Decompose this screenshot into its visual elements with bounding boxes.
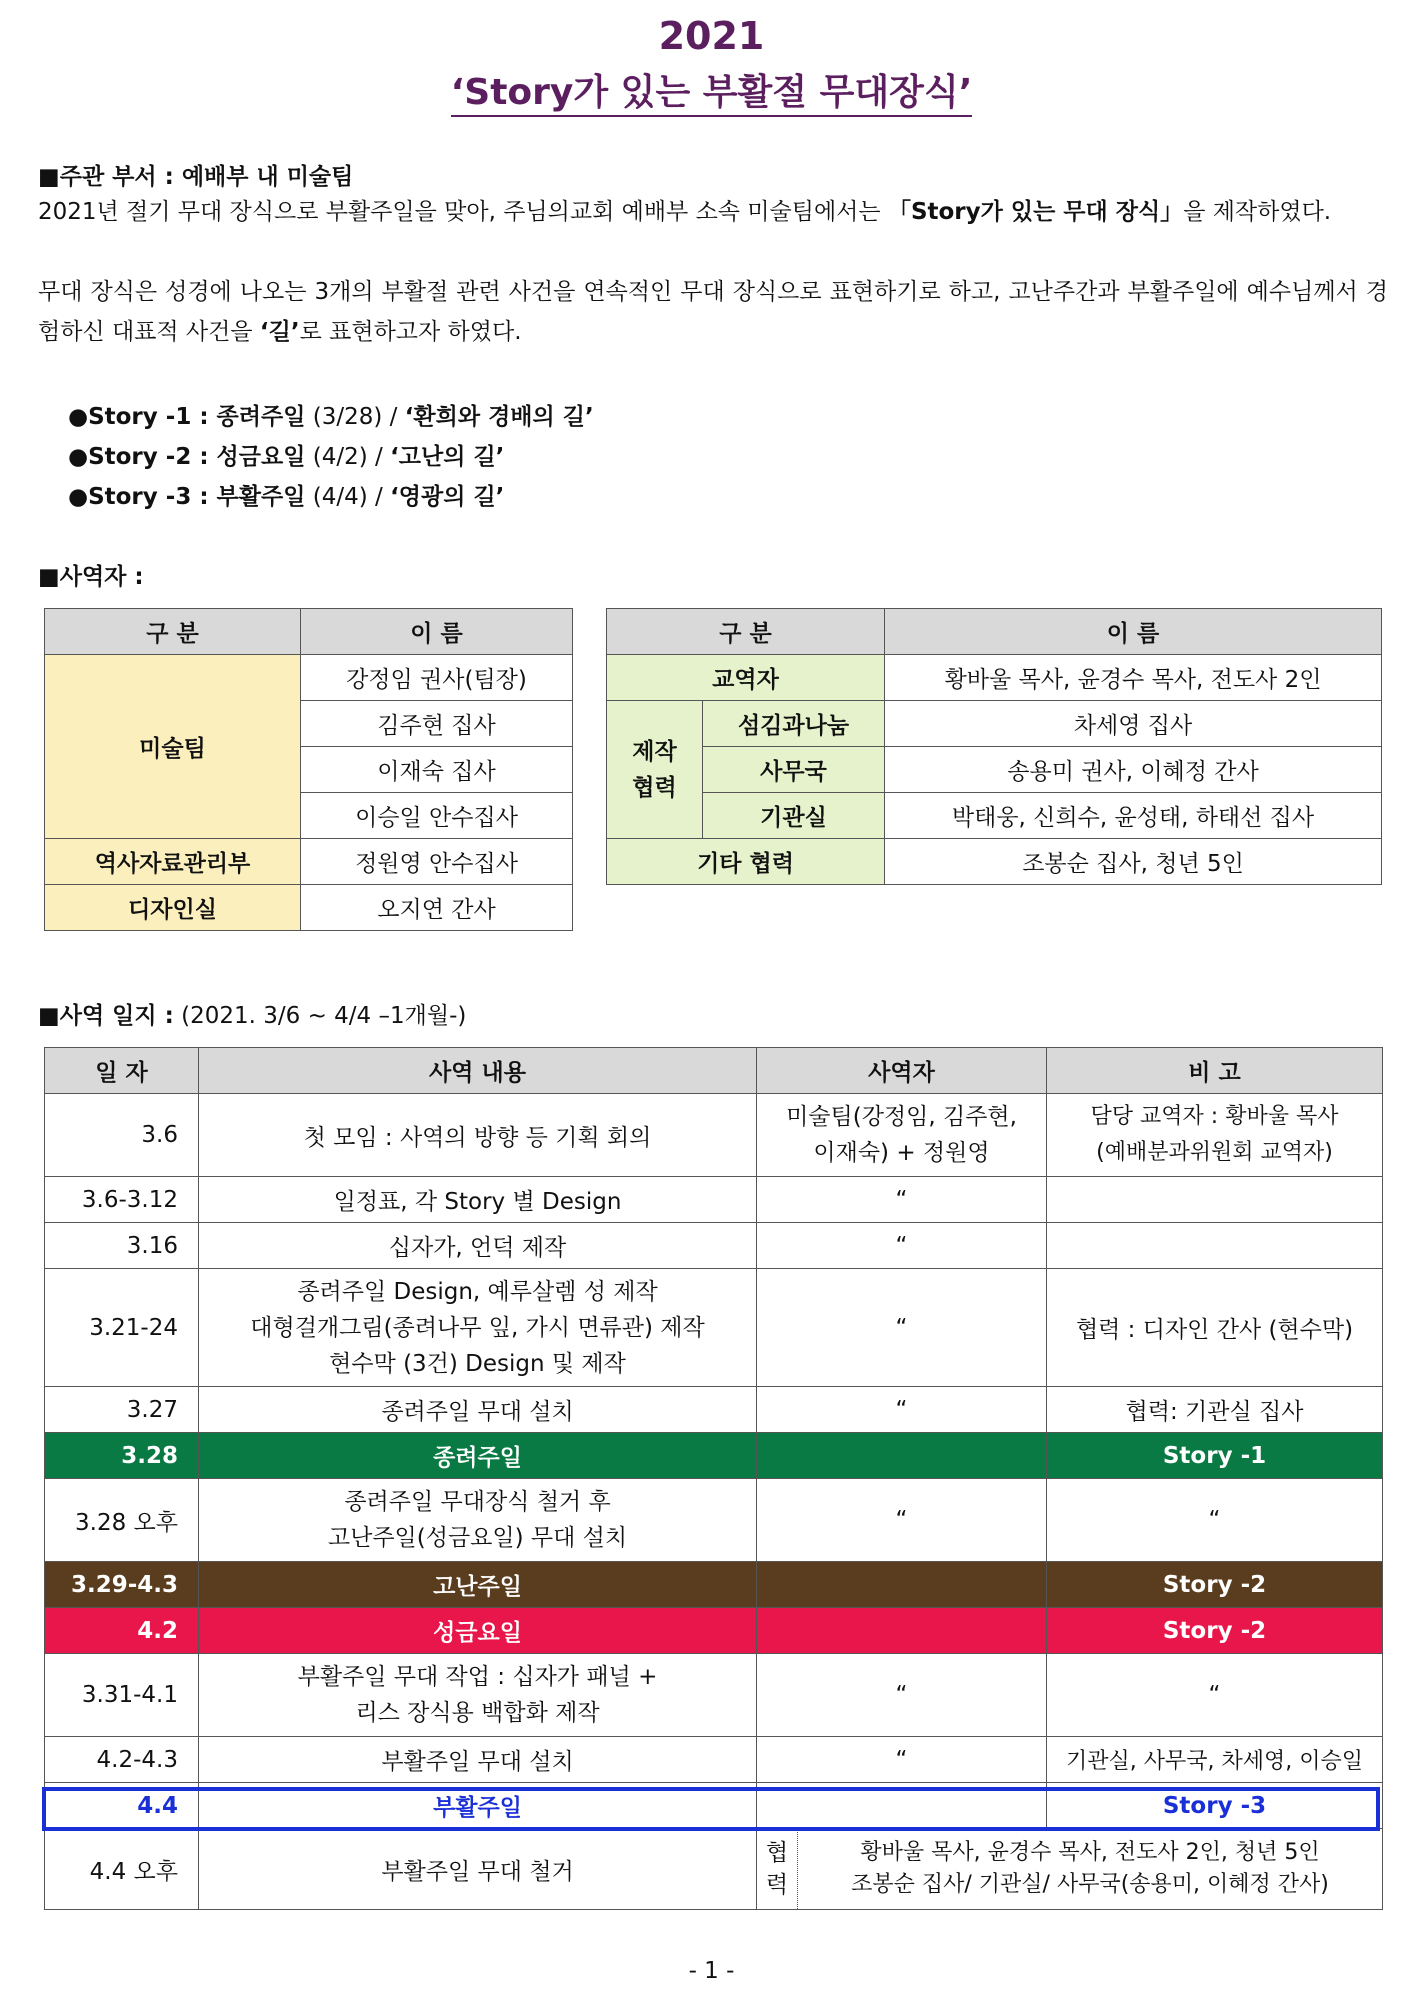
log-date: 3.28	[45, 1433, 199, 1479]
story-date: (4/2) /	[305, 444, 391, 470]
log-heading: ■사역 일지 :	[38, 1003, 174, 1029]
log-note: 협력: 기관실 집사	[1047, 1387, 1383, 1433]
header-note: 비 고	[1047, 1048, 1383, 1094]
log-note: Story -2	[1047, 1562, 1383, 1608]
document-year: 2021	[658, 14, 765, 58]
coop-line-2: 조봉순 집사/ 기관실/ 사무국(송용미, 이혜정 간사)	[851, 1872, 1329, 1897]
coop-dept: 섬김과나눔	[703, 701, 885, 747]
story-line-2	[68, 438, 504, 471]
log-date: 3.6-3.12	[45, 1177, 199, 1223]
coop-dept: 기관실	[703, 793, 885, 839]
story-line-1	[68, 398, 594, 431]
log-note: 기관실, 사무국, 차세영, 이승일	[1047, 1737, 1383, 1783]
intro-text-1c: 을 제작하였다.	[1183, 199, 1332, 225]
story-label: ●Story -3 : 부활주일	[68, 484, 306, 510]
log-content: 부활주일 무대 작업 : 십자가 패널 + 리스 장식용 백합화 제작	[199, 1654, 757, 1737]
coop-members: 차세영 집사	[885, 701, 1382, 747]
intro-text-2c: 로 표현하고자 하였다.	[299, 319, 522, 345]
log-note: “	[1047, 1654, 1383, 1737]
story-label: ●Story -2 : 성금요일	[68, 444, 306, 470]
coop-dept: 사무국	[703, 747, 885, 793]
header-date: 일 자	[45, 1048, 199, 1094]
staff-table-left	[44, 608, 573, 931]
log-content: 일정표, 각 Story 별 Design	[199, 1177, 757, 1223]
log-worker: “	[757, 1223, 1047, 1269]
intro-paragraph-2	[38, 272, 1388, 352]
log-worker: “	[757, 1269, 1047, 1387]
log-worker	[757, 1433, 1047, 1479]
table-row	[45, 1177, 1383, 1223]
story-date: (4/4) /	[305, 484, 391, 510]
header-content: 사역 내용	[199, 1048, 757, 1094]
header-division: 구 분	[45, 609, 301, 655]
header-division: 구 분	[607, 609, 885, 655]
palm-sunday-row	[45, 1433, 1383, 1479]
log-content: 첫 모임 : 사역의 방향 등 기획 회의	[199, 1094, 757, 1177]
log-worker	[757, 1783, 1047, 1829]
log-date: 3.6	[45, 1094, 199, 1177]
log-worker: “	[757, 1177, 1047, 1223]
staff-table-right	[606, 608, 1382, 885]
log-content: 종려주일 무대장식 철거 후 고난주일(성금요일) 무대 설치	[199, 1479, 757, 1562]
log-content: 고난주일	[199, 1562, 757, 1608]
staff-member: 이승일 안수집사	[301, 793, 573, 839]
coop-mark: 협 력	[757, 1829, 798, 1909]
log-date: 3.27	[45, 1387, 199, 1433]
table-row	[45, 1387, 1383, 1433]
log-coop-cell	[757, 1829, 1383, 1910]
page-number: - 1 -	[688, 1958, 735, 1984]
log-worker: 미술팀(강정임, 김주현, 이재숙) + 정원영	[757, 1094, 1047, 1177]
log-coop-box	[757, 1829, 1382, 1909]
other-coop-label: 기타 협력	[607, 839, 885, 885]
log-worker: “	[757, 1387, 1047, 1433]
log-date: 4.4 오후	[45, 1829, 199, 1910]
log-date: 3.28 오후	[45, 1479, 199, 1562]
intro-text-2b: ‘길’	[259, 319, 300, 345]
table-row	[45, 1829, 1383, 1910]
log-note: “	[1047, 1479, 1383, 1562]
staff-member: 강정임 권사(팀장)	[301, 655, 573, 701]
work-log-table	[44, 1047, 1383, 1910]
header-worker: 사역자	[757, 1048, 1047, 1094]
log-note: Story -1	[1047, 1433, 1383, 1479]
table-row	[45, 1654, 1383, 1737]
organizer-heading: ■주관 부서 : 예배부 내 미술팀	[38, 164, 354, 190]
story-path: ‘환희와 경배의 길’	[404, 404, 594, 430]
clergy-label: 교역자	[607, 655, 885, 701]
log-content: 종려주일 무대 설치	[199, 1387, 757, 1433]
table-row	[45, 1269, 1383, 1387]
document-title-text: ‘Story가 있는 부활절 무대장식’	[451, 72, 973, 117]
table-row	[45, 1737, 1383, 1783]
log-note	[1047, 1177, 1383, 1223]
log-content: 부활주일 무대 설치	[199, 1737, 757, 1783]
easter-sunday-row	[45, 1783, 1383, 1829]
art-team-label: 미술팀	[45, 655, 301, 839]
log-content: 부활주일 무대 철거	[199, 1829, 757, 1910]
log-worker: “	[757, 1654, 1047, 1737]
intro-paragraph-1	[38, 192, 1388, 232]
staff-member: 이재숙 집사	[301, 747, 573, 793]
log-date: 4.4	[45, 1783, 199, 1829]
log-heading-line	[38, 997, 466, 1030]
log-note	[1047, 1223, 1383, 1269]
staff-member: 오지연 간사	[301, 885, 573, 931]
log-note: Story -2	[1047, 1608, 1383, 1654]
log-worker	[757, 1562, 1047, 1608]
log-date: 3.16	[45, 1223, 199, 1269]
log-note: Story -3	[1047, 1783, 1383, 1829]
staff-heading: ■사역자 :	[38, 564, 144, 590]
history-dept-label: 역사자료관리부	[45, 839, 301, 885]
log-date: 3.31-4.1	[45, 1654, 199, 1737]
passion-week-row	[45, 1562, 1383, 1608]
header-name: 이 름	[885, 609, 1382, 655]
log-content: 성금요일	[199, 1608, 757, 1654]
coop-line-1: 황바울 목사, 윤경수 목사, 전도사 2인, 청년 5인	[860, 1840, 1320, 1865]
document-title	[0, 64, 1423, 115]
clergy-members: 황바울 목사, 윤경수 목사, 전도사 2인	[885, 655, 1382, 701]
log-date: 4.2-4.3	[45, 1737, 199, 1783]
log-content: 부활주일	[199, 1783, 757, 1829]
coop-label: 제작 협력	[607, 701, 703, 839]
other-coop-members: 조봉순 집사, 청년 5인	[885, 839, 1382, 885]
story-line-3	[68, 478, 504, 511]
story-path: ‘고난의 길’	[390, 444, 505, 470]
coop-members: 박태웅, 신희수, 윤성태, 하태선 집사	[885, 793, 1382, 839]
log-content: 종려주일 Design, 예루살렘 성 제작 대형걸개그림(종려나무 잎, 가시 면류관) 제작 현수막 (3건) Design 및 제작	[199, 1269, 757, 1387]
header-name: 이 름	[301, 609, 573, 655]
staff-member: 정원영 안수집사	[301, 839, 573, 885]
table-row	[45, 1479, 1383, 1562]
staff-member: 김주현 집사	[301, 701, 573, 747]
table-row	[45, 1223, 1383, 1269]
log-content: 십자가, 언덕 제작	[199, 1223, 757, 1269]
log-date: 4.2	[45, 1608, 199, 1654]
log-note: 담당 교역자 : 황바울 목사 (예배분과위원회 교역자)	[1047, 1094, 1383, 1177]
log-note: 협력 : 디자인 간사 (현수막)	[1047, 1269, 1383, 1387]
story-label: ●Story -1 : 종려주일	[68, 404, 306, 430]
log-worker: “	[757, 1737, 1047, 1783]
intro-text-1b: 「Story가 있는 무대 장식」	[887, 199, 1184, 225]
log-worker: “	[757, 1479, 1047, 1562]
log-date: 3.29-4.3	[45, 1562, 199, 1608]
coop-members: 송용미 권사, 이혜정 간사	[885, 747, 1382, 793]
good-friday-row	[45, 1608, 1383, 1654]
log-worker	[757, 1608, 1047, 1654]
intro-text-1a: 2021년 절기 무대 장식으로 부활주일을 맞아, 주님의교회 예배부 소속 미술팀에서는	[38, 199, 888, 225]
table-row	[45, 1094, 1383, 1177]
log-content: 종려주일	[199, 1433, 757, 1479]
story-path: ‘영광의 길’	[390, 484, 505, 510]
coop-list	[798, 1829, 1382, 1909]
intro-text-2a: 무대 장식은 성경에 나오는 3개의 부활절 관련 사건을 연속적인 무대 장식으로 표현하기로 하고, 고난주간과 부활주일에 예수님께서 경험하신 대표적 사건을	[38, 279, 1388, 345]
log-date: 3.21-24	[45, 1269, 199, 1387]
log-period: (2021. 3/6 ~ 4/4 –1개월-)	[173, 1003, 467, 1029]
story-date: (3/28) /	[305, 404, 405, 430]
design-dept-label: 디자인실	[45, 885, 301, 931]
